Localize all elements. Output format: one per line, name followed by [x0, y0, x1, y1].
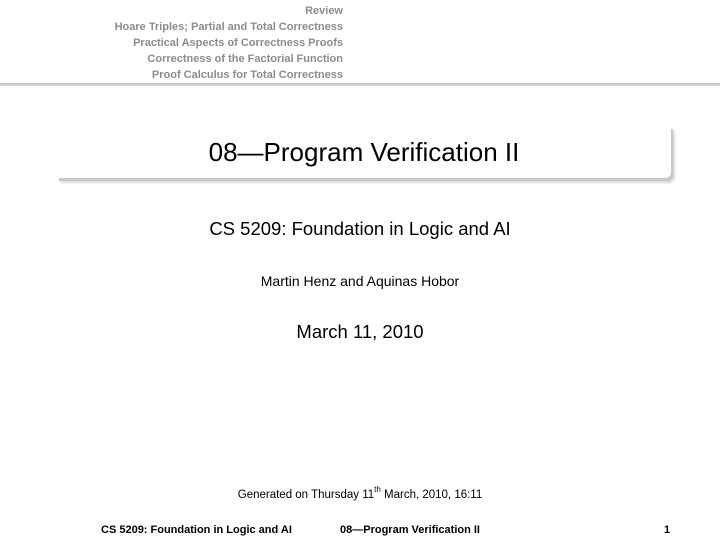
nav-item-hoare-triples[interactable]: Hoare Triples; Partial and Total Correctness — [114, 21, 343, 33]
slide-authors: Martin Henz and Aquinas Hobor — [260, 273, 460, 289]
header-divider — [0, 83, 720, 86]
footer-course: CS 5209: Foundation in Logic and AI — [101, 524, 292, 536]
generated-prefix: Generated on Thursday 11 — [237, 488, 375, 501]
generated-note — [0, 486, 720, 501]
slide-footer — [0, 520, 720, 540]
slide-title: 08—Program Verification II — [208, 137, 520, 167]
slide-subtitle: CS 5209: Foundation in Logic and AI — [209, 218, 511, 239]
nav-item-practical-aspects[interactable]: Practical Aspects of Correctness Proofs — [133, 37, 343, 49]
generated-suffix: March, 2010, 16:11 — [380, 488, 483, 501]
nav-item-factorial-correctness[interactable]: Correctness of the Factorial Function — [147, 53, 343, 65]
nav-item-review[interactable]: Review — [305, 5, 343, 17]
footer-lecture-title: 08—Program Verification II — [340, 524, 480, 536]
title-box — [57, 126, 671, 178]
generated-ordinal-suffix: th — [374, 485, 381, 494]
footer-page-number: 1 — [664, 524, 671, 536]
section-navigation — [0, 0, 720, 83]
nav-item-proof-calculus[interactable]: Proof Calculus for Total Correctness — [151, 69, 343, 81]
section-list — [115, 3, 343, 83]
slide-date: March 11, 2010 — [296, 321, 424, 342]
